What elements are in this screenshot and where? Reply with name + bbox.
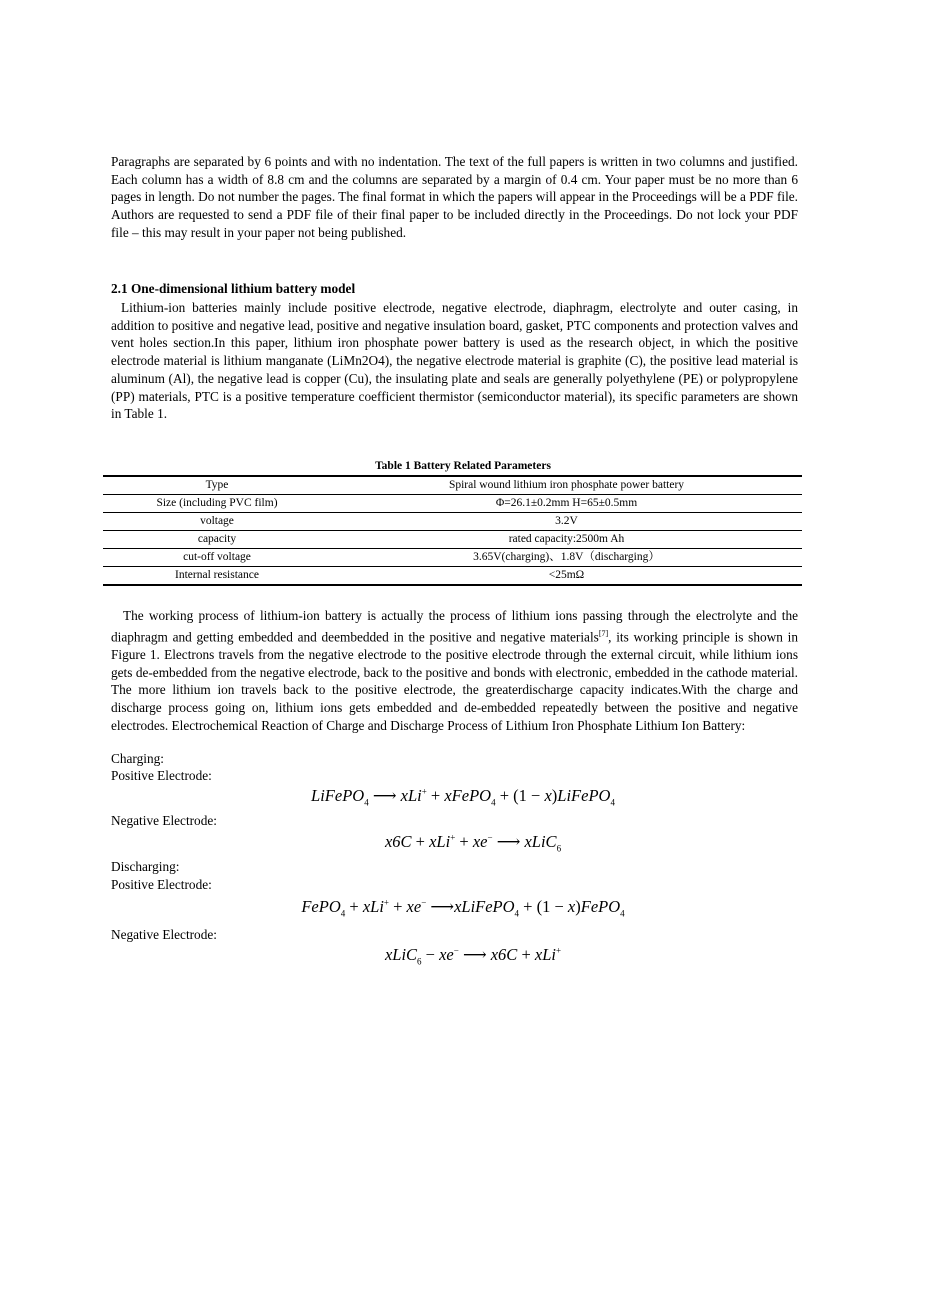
- equation-term: +: [455, 832, 473, 851]
- equation-charging-positive: [0, 786, 926, 807]
- equation-term: ): [575, 897, 581, 916]
- equation-term: xLiC: [524, 832, 557, 851]
- parameter-value: Spiral wound lithium iron phosphate power battery: [331, 476, 802, 495]
- equation-term: 4: [610, 797, 615, 808]
- paragraph-text: , its working principle is shown in Figure 1. Electrons travels from the negative electrode to the positive electrode through the external circuit, while lithium ions gets de-embedded from the negative electrode, back to the positive and bonds with electronic, embedded in the cathode material. The more lithium ion travels back to the positive electrode, the greaterdischarge capacity indicates.With the charge and discharge process going on, lithium ions gets embedded and de-embedded repeatedly between the positive and negative electrodes. Electrochemical Reaction of Charge and Discharge Process of Lithium Iron Phosphate Lithium Ion Battery:: [111, 629, 798, 733]
- parameter-name: cut-off voltage: [103, 549, 331, 567]
- equation-term: +: [426, 786, 445, 805]
- parameter-name: voltage: [103, 513, 331, 531]
- table-caption: Table 1 Battery Related Parameters: [375, 460, 551, 472]
- table-row: [103, 495, 802, 513]
- equation-term: +: [555, 945, 562, 956]
- parameters-table: [103, 475, 802, 586]
- parameter-value: 3.65V(charging)、1.8V（discharging）: [331, 549, 802, 567]
- table-row: [103, 567, 802, 586]
- equation-term: xLi: [400, 786, 422, 805]
- table-row: [103, 513, 802, 531]
- equation-charging-negative: [0, 832, 926, 853]
- equation-term: xe: [472, 832, 488, 851]
- equation-term: x: [544, 786, 552, 805]
- section-heading: 2.1 One-dimensional lithium battery model: [111, 281, 356, 296]
- equation-term: LiFePO: [311, 786, 365, 805]
- equation-term: ⟶: [368, 786, 401, 805]
- equation-term: 4: [514, 908, 520, 919]
- equation-term: FePO: [580, 897, 621, 916]
- equation-term: +: [450, 832, 456, 843]
- equation-term: xe: [406, 897, 422, 916]
- equation-term: −: [421, 897, 427, 908]
- equation-term: x6C: [490, 945, 518, 964]
- equation-term: ⟶: [458, 945, 491, 964]
- label-discharging: Discharging:: [111, 859, 180, 874]
- equation-term: ⟶: [492, 832, 525, 851]
- equation-term: 6: [556, 843, 562, 854]
- parameter-value: 3.2V: [331, 513, 802, 531]
- equation-term: +: [383, 897, 389, 908]
- equation-term: + (1 −: [495, 786, 545, 805]
- paragraph-formatting: Paragraphs are separated by 6 points and with no indentation. The text of the full papers is written in two columns and justified. Each column has a width of 8.8 cm and the columns are separated by a margin of 0.4 cm. Your paper must be no more than 6 pages in length. Do not number the pages. The final format in which the papers will appear in the Proceedings will be a PDF file. Authors are requested to send a PDF file of their final paper to be included directly in the Proceedings. Do not lock your PDF file – this may result in your paper not being published.: [111, 154, 798, 240]
- equation-term: x: [567, 897, 576, 916]
- equation-term: xLi: [429, 832, 451, 851]
- equation-term: −: [453, 945, 459, 956]
- equation-term: 4: [491, 797, 496, 808]
- label-positive-electrode: Positive Electrode:: [111, 768, 212, 783]
- equation-term: −: [421, 945, 440, 964]
- equation-term: +: [388, 897, 407, 916]
- equation-term: x6C: [384, 832, 412, 851]
- table-row: [103, 549, 802, 567]
- equation-term: +: [421, 786, 427, 797]
- equation-term: −: [487, 832, 493, 843]
- equation-term: FePO: [301, 897, 341, 916]
- equation-term: xe: [439, 945, 454, 964]
- equation-term: LiFePO: [557, 786, 611, 805]
- equation-term: + (1 −: [519, 897, 568, 916]
- parameter-value: Φ=26.1±0.2mm H=65±0.5mm: [331, 495, 802, 513]
- citation-ref[interactable]: [7]: [598, 628, 609, 638]
- equation-term: 4: [340, 908, 346, 919]
- equation-term: 4: [364, 797, 369, 808]
- equation-term: 6: [417, 956, 422, 967]
- parameter-value: <25mΩ: [548, 569, 585, 581]
- equation-term: ): [551, 786, 558, 805]
- equation-discharging-positive: [0, 897, 926, 918]
- parameter-name: capacity: [103, 531, 331, 549]
- equation-term: +: [345, 897, 363, 916]
- parameter-name: Size (including PVC film): [103, 495, 331, 513]
- paragraph-battery-model: Lithium-ion batteries mainly include positive electrode, negative electrode, diaphragm, electrolyte and outer casing, in addition to positive and negative lead, positive and negative insulation board, gasket, PTC components and protection valves and vent holes section.In this paper, lithium iron phosphate power battery is used as the research object, in which the positive electrode material is lithium manganate (LiMn2O4), the negative electrode material is graphite (C), the positive lead material is aluminum (Al), the negative lead is copper (Cu), the insulating plate and seals are generally polyethylene (PE) or polypropylene (PP) materials, PTC is a positive temperature coefficient thermistor (semiconductor material), its specific parameters are shown in Table 1.: [111, 300, 798, 422]
- equation-term: +: [517, 945, 535, 964]
- equation-term: xLi: [534, 945, 556, 964]
- table-row: [103, 531, 802, 549]
- equation-discharging-negative: [0, 945, 926, 966]
- equation-term: xLi: [362, 897, 384, 916]
- equation-term: xLiC: [384, 945, 418, 964]
- parameter-name: Internal resistance: [175, 569, 259, 581]
- label-positive-electrode: Positive Electrode:: [111, 877, 212, 892]
- parameter-name: Type: [103, 476, 331, 495]
- parameter-value: rated capacity:2500m Ah: [331, 531, 802, 549]
- equation-term: xFePO: [444, 786, 492, 805]
- table-row: [103, 476, 802, 495]
- equation-term: ⟶: [426, 897, 455, 916]
- equation-term: +: [411, 832, 430, 851]
- paragraph-working-process: [111, 607, 798, 734]
- label-negative-electrode: Negative Electrode:: [111, 813, 217, 828]
- paragraph-text: The working process of lithium-ion battery is actually the process of lithium ions passing through the electrolyte and the diaphragm and getting embedded and deembedded in the positive and negative materials: [111, 608, 798, 645]
- equation-term: 4: [620, 908, 625, 919]
- label-negative-electrode: Negative Electrode:: [111, 927, 217, 942]
- label-charging: Charging:: [111, 751, 164, 766]
- equation-term: xLiFePO: [454, 897, 515, 916]
